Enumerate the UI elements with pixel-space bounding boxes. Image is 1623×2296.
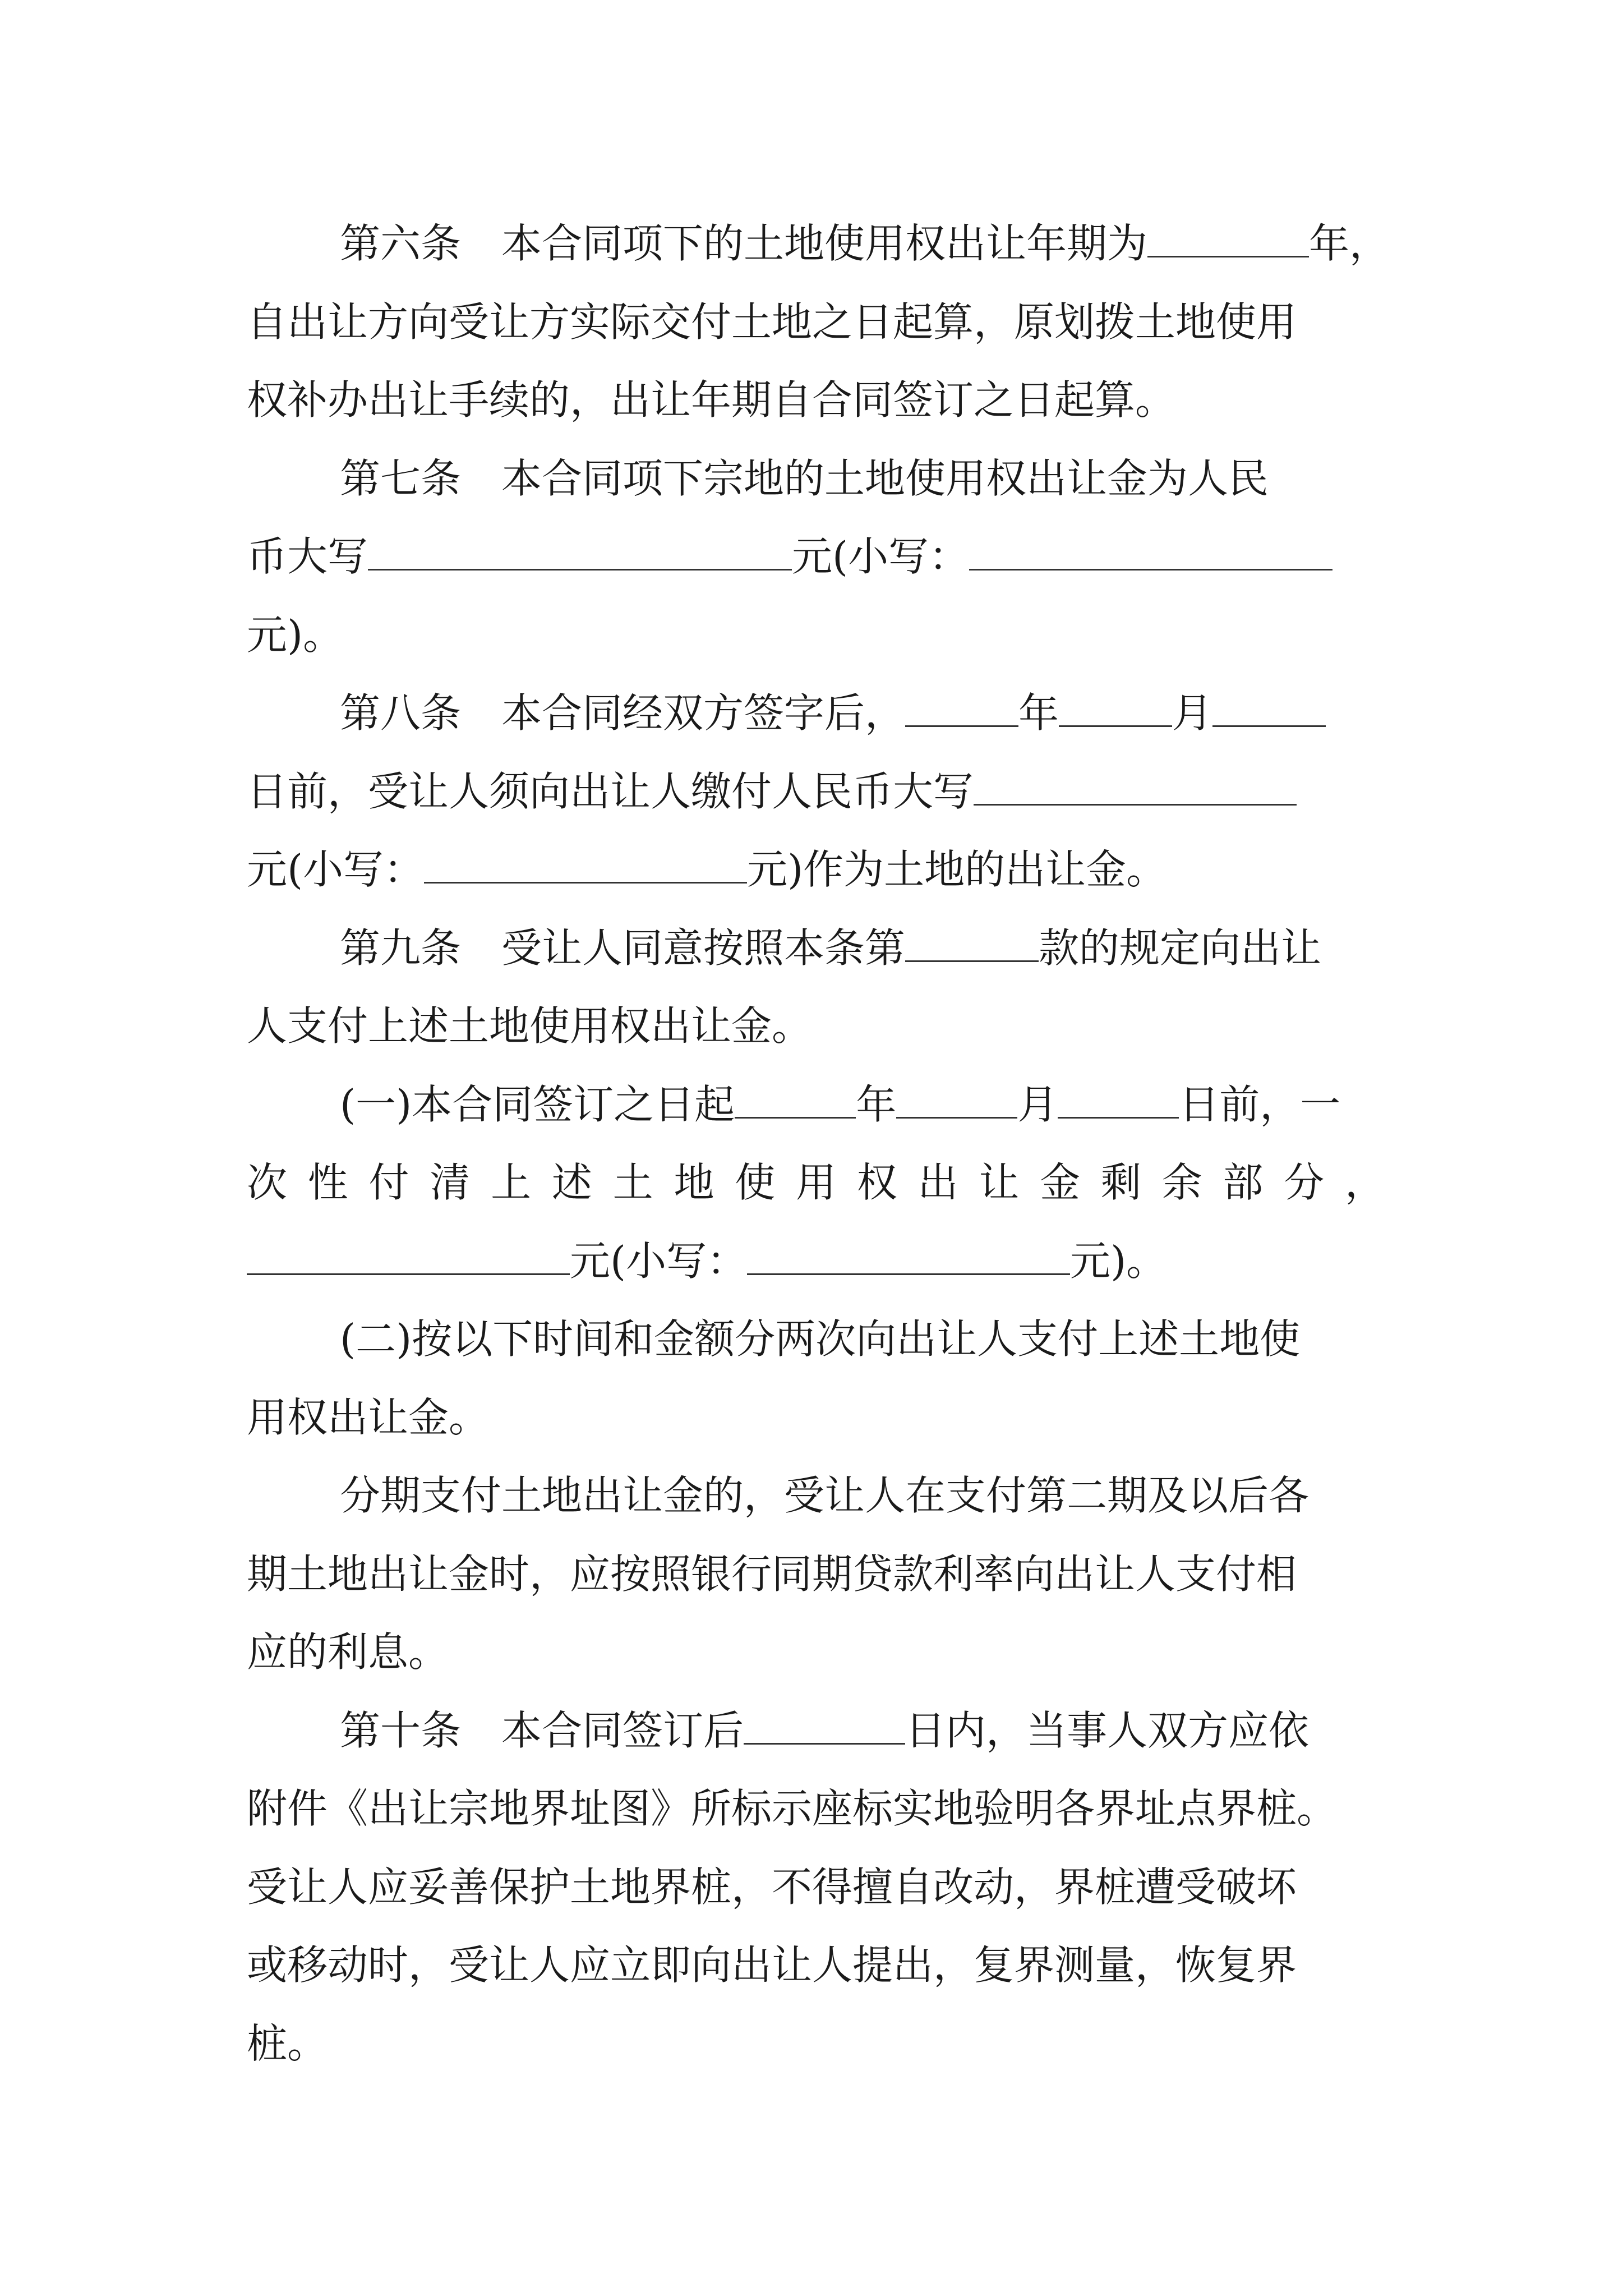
text-line bbox=[340, 447, 1269, 510]
text-line bbox=[247, 291, 1297, 353]
text-line bbox=[340, 1699, 1309, 1762]
text-line bbox=[247, 1621, 449, 1683]
fill-in-blank bbox=[744, 1706, 905, 1745]
line-text: 分期支付土地出让金的，受让人在支付第二期及以后各 bbox=[340, 1472, 1310, 1519]
text-line bbox=[340, 682, 1326, 744]
fill-in-blank bbox=[896, 1080, 1017, 1119]
line-text: 元)作为土地的出让金。 bbox=[747, 846, 1167, 893]
line-text: 日前，一 bbox=[1179, 1081, 1341, 1128]
fill-in-blank bbox=[735, 1080, 856, 1119]
fill-in-blank bbox=[1058, 1080, 1179, 1119]
text-line bbox=[247, 2012, 328, 2075]
line-text: 附件《出让宗地界址图》所标示座标实地验明各界址点界桩。 bbox=[247, 1785, 1338, 1832]
line-text: 款的规定向出让 bbox=[1039, 924, 1322, 972]
text-line bbox=[247, 525, 1332, 588]
text-line bbox=[247, 1543, 1297, 1605]
line-text: 本合同项下宗地的土地使用权出让金为人民 bbox=[501, 455, 1269, 502]
fill-in-blank bbox=[905, 923, 1039, 962]
line-text: 日内，当事人双方应依 bbox=[905, 1707, 1310, 1754]
fill-in-blank bbox=[1059, 688, 1172, 727]
text-line bbox=[247, 1151, 1406, 1214]
fill-in-blank bbox=[247, 1236, 570, 1275]
fill-in-blank bbox=[1147, 219, 1309, 257]
line-text: 年， bbox=[1309, 220, 1390, 267]
line-text: 元)。 bbox=[247, 611, 344, 659]
text-line bbox=[247, 1386, 489, 1449]
line-text: 日前，受让人须向出让人缴付人民币大写 bbox=[247, 768, 974, 815]
fill-in-blank bbox=[747, 1236, 1070, 1275]
line-text: 用权出让金。 bbox=[247, 1394, 490, 1441]
line-text: 人支付上述土地使用权出让金。 bbox=[247, 1002, 813, 1050]
text-line bbox=[247, 604, 343, 666]
text-line bbox=[340, 1308, 1300, 1370]
fill-in-blank bbox=[905, 688, 1018, 727]
line-text: 本合同经双方签字后， bbox=[501, 689, 906, 737]
text-line bbox=[340, 1464, 1309, 1527]
fill-in-blank bbox=[969, 532, 1332, 570]
line-text: 第十条 bbox=[340, 1707, 462, 1754]
line-text: 期土地出让金时，应按照银行同期贷款利率向出让人支付相 bbox=[247, 1550, 1297, 1598]
line-text: 币大写 bbox=[247, 533, 368, 580]
line-text: 桩。 bbox=[247, 2020, 328, 2067]
fill-in-blank bbox=[1212, 688, 1326, 727]
fill-in-blank bbox=[368, 532, 792, 570]
line-text: 元)。 bbox=[1070, 1237, 1167, 1285]
line-text: 受让人应妥善保护土地界桩，不得擅自改动，界桩遭受破坏 bbox=[247, 1864, 1297, 1911]
line-text: 第七条 bbox=[340, 455, 462, 502]
text-line bbox=[247, 369, 1175, 431]
line-text: 元(小写： bbox=[570, 1237, 748, 1285]
line-text: 权补办出让手续的，出让年期自合同签订之日起算。 bbox=[247, 376, 1176, 424]
line-text: 年 bbox=[856, 1081, 897, 1128]
line-text: 本合同项下的土地使用权出让年期为 bbox=[501, 220, 1148, 267]
line-text: 第六条 bbox=[340, 220, 462, 267]
text-line bbox=[340, 212, 1390, 275]
text-line bbox=[247, 995, 812, 1057]
line-text: 元(小写： bbox=[792, 533, 970, 580]
fill-in-blank bbox=[974, 767, 1297, 806]
line-text: 或移动时，受让人应立即向出让人提出，复界测量，恢复界 bbox=[247, 1941, 1297, 1989]
text-line bbox=[247, 760, 1297, 823]
line-text: 本合同签订后 bbox=[501, 1707, 744, 1754]
line-text: 次性付清上述土地使用权出让金剩余部分， bbox=[247, 1159, 1406, 1206]
line-text: (一)本合同签订之日起 bbox=[340, 1081, 735, 1128]
text-line bbox=[247, 1856, 1297, 1918]
text-line bbox=[340, 1073, 1340, 1136]
line-text: 月 bbox=[1017, 1081, 1058, 1128]
text-line bbox=[247, 1230, 1166, 1292]
line-text: 自出让方向受让方实际交付土地之日起算，原划拨土地使用 bbox=[247, 298, 1297, 346]
fill-in-blank bbox=[424, 845, 747, 884]
line-text: (二)按以下时间和金额分两次向出让人支付上述土地使 bbox=[340, 1315, 1301, 1363]
line-text: 受让人同意按照本条第 bbox=[501, 924, 906, 972]
line-text: 应的利息。 bbox=[247, 1628, 449, 1676]
line-text: 元(小写： bbox=[247, 846, 425, 893]
line-text: 年 bbox=[1018, 689, 1059, 737]
text-line bbox=[340, 917, 1321, 979]
text-line bbox=[247, 1934, 1297, 1996]
text-line bbox=[247, 1777, 1337, 1840]
line-text: 月 bbox=[1172, 689, 1213, 737]
line-text: 第九条 bbox=[340, 924, 462, 972]
line-text: 第八条 bbox=[340, 689, 462, 737]
text-line bbox=[247, 838, 1166, 901]
